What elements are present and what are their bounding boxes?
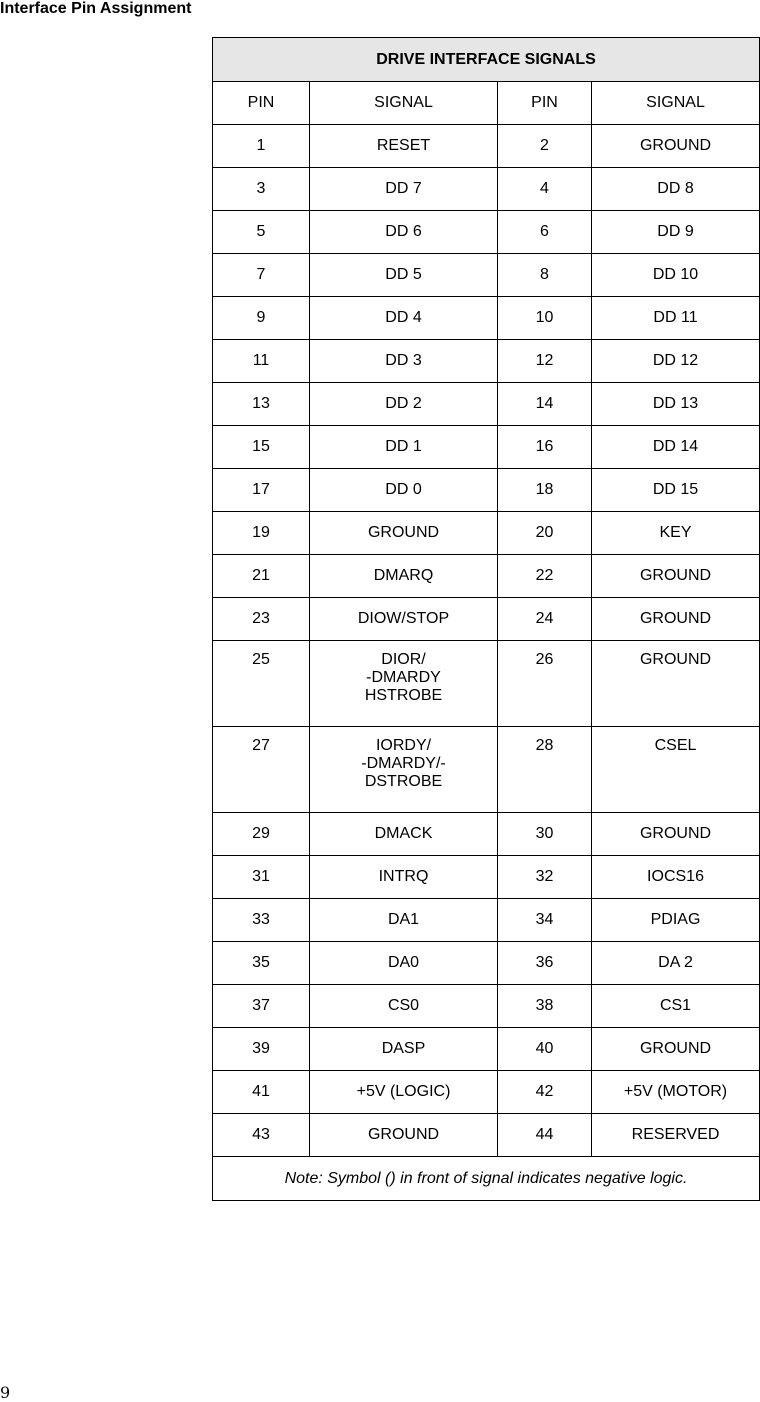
pin-number-cell: 6 bbox=[498, 211, 592, 254]
pin-number-cell: 3 bbox=[213, 168, 310, 211]
pin-number-cell: 25 bbox=[213, 641, 310, 727]
signal-name-cell: DD 14 bbox=[592, 426, 760, 469]
signal-name-cell: RESERVED bbox=[592, 1114, 760, 1157]
table-row bbox=[213, 469, 760, 512]
pin-number-cell: 40 bbox=[498, 1028, 592, 1071]
signal-name-cell: DA0 bbox=[310, 942, 498, 985]
column-header-signal: SIGNAL bbox=[310, 82, 498, 125]
table-row bbox=[213, 512, 760, 555]
signal-name-cell: +5V (MOTOR) bbox=[592, 1071, 760, 1114]
column-header-row bbox=[213, 82, 760, 125]
table-row bbox=[213, 1114, 760, 1157]
signal-name-cell: GROUND bbox=[310, 1114, 498, 1157]
pin-number-cell: 39 bbox=[213, 1028, 310, 1071]
signal-name-cell: DD 2 bbox=[310, 383, 498, 426]
pin-number-cell: 41 bbox=[213, 1071, 310, 1114]
signal-name-cell: DD 9 bbox=[592, 211, 760, 254]
signal-name-cell: DD 15 bbox=[592, 469, 760, 512]
pin-number-cell: 34 bbox=[498, 899, 592, 942]
section-title: Interface Pin Assignment bbox=[0, 0, 192, 17]
pin-number-cell: 16 bbox=[498, 426, 592, 469]
pin-number-cell: 35 bbox=[213, 942, 310, 985]
pin-number-cell: 15 bbox=[213, 426, 310, 469]
pin-number-cell: 28 bbox=[498, 727, 592, 813]
table-row bbox=[213, 641, 760, 727]
signal-name-cell: DASP bbox=[310, 1028, 498, 1071]
signal-name-cell: DD 10 bbox=[592, 254, 760, 297]
signal-name-cell: GROUND bbox=[592, 555, 760, 598]
table-row bbox=[213, 899, 760, 942]
table-row bbox=[213, 598, 760, 641]
signal-name-cell: GROUND bbox=[592, 598, 760, 641]
table-row bbox=[213, 555, 760, 598]
signal-name-cell: DD 8 bbox=[592, 168, 760, 211]
table-row bbox=[213, 168, 760, 211]
pin-number-cell: 1 bbox=[213, 125, 310, 168]
table-row bbox=[213, 340, 760, 383]
pin-number-cell: 32 bbox=[498, 856, 592, 899]
pin-number-cell: 17 bbox=[213, 469, 310, 512]
pin-number-cell: 2 bbox=[498, 125, 592, 168]
pin-number-cell: 18 bbox=[498, 469, 592, 512]
signal-name-cell: DIOR/ -DMARDY HSTROBE bbox=[310, 641, 498, 727]
table-row bbox=[213, 383, 760, 426]
table-title: DRIVE INTERFACE SIGNALS bbox=[213, 38, 760, 82]
pin-number-cell: 44 bbox=[498, 1114, 592, 1157]
signal-name-cell: DD 7 bbox=[310, 168, 498, 211]
pin-number-cell: 8 bbox=[498, 254, 592, 297]
pin-number-cell: 27 bbox=[213, 727, 310, 813]
signal-name-cell: IORDY/ -DMARDY/- DSTROBE bbox=[310, 727, 498, 813]
table-row bbox=[213, 125, 760, 168]
signal-name-cell: DD 5 bbox=[310, 254, 498, 297]
signal-name-cell: GROUND bbox=[310, 512, 498, 555]
signal-name-cell: PDIAG bbox=[592, 899, 760, 942]
pin-number-cell: 13 bbox=[213, 383, 310, 426]
pin-number-cell: 29 bbox=[213, 813, 310, 856]
pin-number-cell: 30 bbox=[498, 813, 592, 856]
signal-name-cell: CS1 bbox=[592, 985, 760, 1028]
pin-number-cell: 20 bbox=[498, 512, 592, 555]
signal-name-cell: RESET bbox=[310, 125, 498, 168]
signal-name-cell: DMACK bbox=[310, 813, 498, 856]
page-number: 9 bbox=[0, 1383, 11, 1402]
signal-name-cell: DD 0 bbox=[310, 469, 498, 512]
signal-name-cell: GROUND bbox=[592, 125, 760, 168]
signal-name-cell: CSEL bbox=[592, 727, 760, 813]
pin-number-cell: 14 bbox=[498, 383, 592, 426]
signal-name-cell: IOCS16 bbox=[592, 856, 760, 899]
table-row bbox=[213, 813, 760, 856]
signal-name-cell: DMARQ bbox=[310, 555, 498, 598]
table-row bbox=[213, 942, 760, 985]
pin-number-cell: 9 bbox=[213, 297, 310, 340]
table-row bbox=[213, 426, 760, 469]
signal-name-cell: DD 4 bbox=[310, 297, 498, 340]
table-row bbox=[213, 211, 760, 254]
pin-number-cell: 19 bbox=[213, 512, 310, 555]
pin-number-cell: 26 bbox=[498, 641, 592, 727]
signal-name-cell: DA1 bbox=[310, 899, 498, 942]
table-row bbox=[213, 297, 760, 340]
pin-number-cell: 23 bbox=[213, 598, 310, 641]
signal-name-cell: DD 11 bbox=[592, 297, 760, 340]
signal-name-cell: CS0 bbox=[310, 985, 498, 1028]
table-row bbox=[213, 856, 760, 899]
pin-number-cell: 42 bbox=[498, 1071, 592, 1114]
table-row bbox=[213, 254, 760, 297]
pin-number-cell: 36 bbox=[498, 942, 592, 985]
signal-name-cell: DA 2 bbox=[592, 942, 760, 985]
signal-name-cell: +5V (LOGIC) bbox=[310, 1071, 498, 1114]
pin-number-cell: 24 bbox=[498, 598, 592, 641]
pin-assignment-table bbox=[212, 37, 760, 1201]
signal-name-cell: GROUND bbox=[592, 641, 760, 727]
column-header-pin: PIN bbox=[213, 82, 310, 125]
column-header-signal: SIGNAL bbox=[592, 82, 760, 125]
pin-number-cell: 31 bbox=[213, 856, 310, 899]
signal-name-cell: DD 1 bbox=[310, 426, 498, 469]
pin-number-cell: 22 bbox=[498, 555, 592, 598]
pin-number-cell: 4 bbox=[498, 168, 592, 211]
table-row bbox=[213, 1028, 760, 1071]
pin-number-cell: 38 bbox=[498, 985, 592, 1028]
signal-name-cell: DD 6 bbox=[310, 211, 498, 254]
column-header-pin: PIN bbox=[498, 82, 592, 125]
table-row bbox=[213, 727, 760, 813]
pin-number-cell: 12 bbox=[498, 340, 592, 383]
signal-name-cell: DD 3 bbox=[310, 340, 498, 383]
pin-number-cell: 5 bbox=[213, 211, 310, 254]
pin-rows bbox=[213, 125, 760, 1157]
signal-name-cell: GROUND bbox=[592, 813, 760, 856]
table-row bbox=[213, 985, 760, 1028]
signal-name-cell: DIOW/STOP bbox=[310, 598, 498, 641]
signal-name-cell: DD 12 bbox=[592, 340, 760, 383]
table-note: Note: Symbol () in front of signal indicates negative logic. bbox=[213, 1157, 760, 1201]
pin-number-cell: 10 bbox=[498, 297, 592, 340]
table-row bbox=[213, 1071, 760, 1114]
signal-name-cell: INTRQ bbox=[310, 856, 498, 899]
pin-number-cell: 11 bbox=[213, 340, 310, 383]
pin-number-cell: 21 bbox=[213, 555, 310, 598]
signal-name-cell: DD 13 bbox=[592, 383, 760, 426]
pin-number-cell: 43 bbox=[213, 1114, 310, 1157]
pin-number-cell: 7 bbox=[213, 254, 310, 297]
signal-name-cell: GROUND bbox=[592, 1028, 760, 1071]
pin-number-cell: 37 bbox=[213, 985, 310, 1028]
pin-number-cell: 33 bbox=[213, 899, 310, 942]
signal-name-cell: KEY bbox=[592, 512, 760, 555]
